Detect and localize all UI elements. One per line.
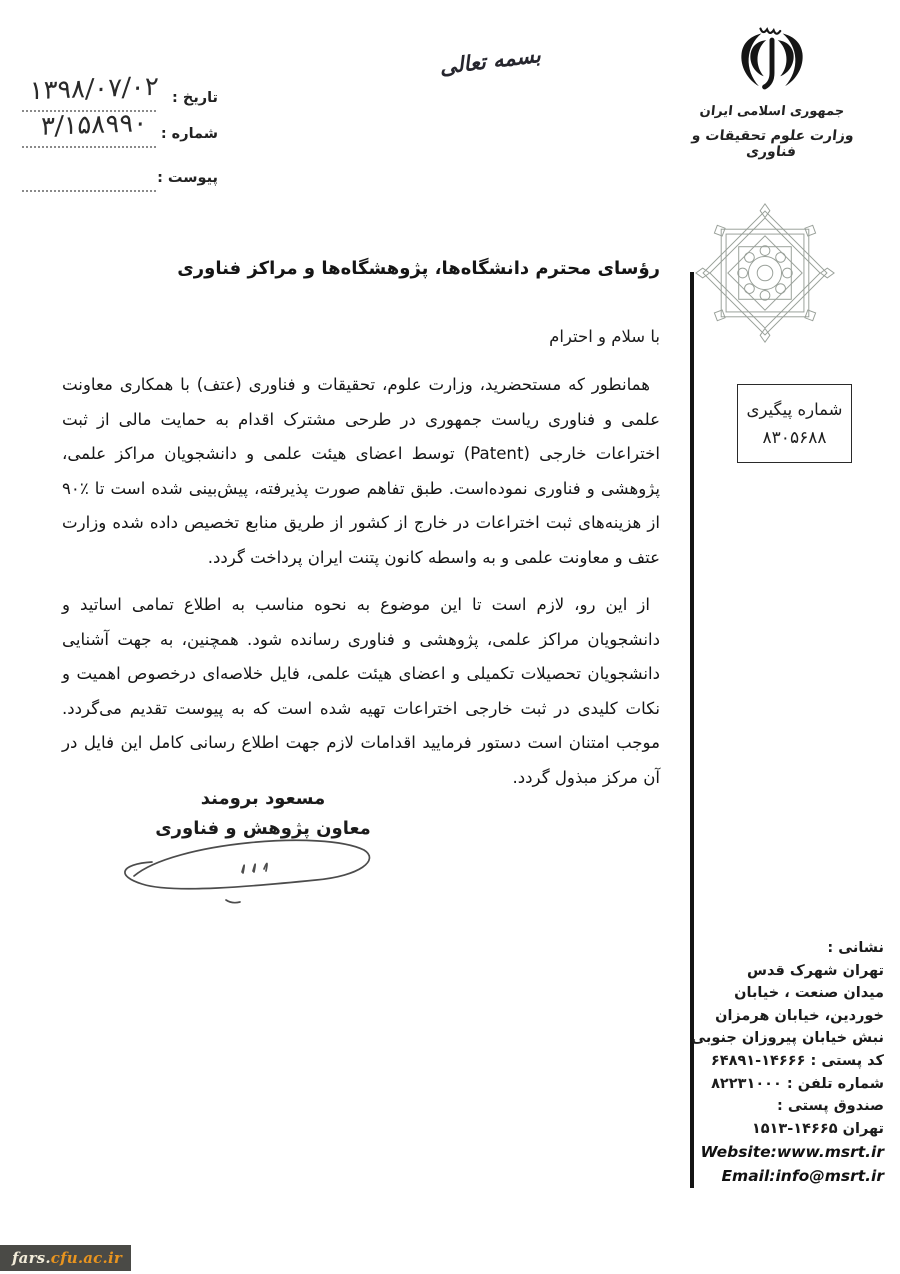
address-line: خوردین، خیابان هرمزان xyxy=(715,1007,884,1024)
attachment-label: پیوست : xyxy=(157,170,218,186)
letter-paragraphs xyxy=(62,368,660,795)
attachment-dotted-line xyxy=(22,190,156,192)
tracking-number-box xyxy=(737,384,852,463)
letter-meta-block xyxy=(18,71,218,194)
tracking-value: ۸۳۰۵۶۸۸ xyxy=(762,427,827,448)
signatory-title: معاون پژوهش و فناوری xyxy=(155,818,371,839)
watermark-prefix: fars. xyxy=(12,1249,51,1267)
number-value: ۳/۱۵۸۹۹۰ xyxy=(40,108,148,142)
republic-title: جمهوری اسلامی ایران xyxy=(698,104,846,119)
date-value: ۱۳۹۸/۰۷/۰۲ xyxy=(28,71,160,107)
email-line: Email:info@msrt.ir xyxy=(721,1167,884,1186)
besmele-calligraphy: بسمه تعالی xyxy=(438,41,542,80)
site-watermark xyxy=(0,1245,131,1271)
government-header xyxy=(672,22,872,160)
ministry-title: وزارت علوم تحقیقات و فناوری xyxy=(691,128,855,160)
signatory-name: مسعود برومند xyxy=(200,788,326,809)
postal-code-line: کد پستی : ۱۴۶۶۶-۶۴۸۹۱ xyxy=(710,1052,884,1069)
ornament-medallion xyxy=(692,200,838,350)
address-line: تهران شهرک قدس xyxy=(746,962,884,979)
phone-line: شماره تلفن : ۸۲۲۳۱۰۰۰ xyxy=(711,1075,884,1092)
iran-emblem-icon xyxy=(739,22,805,100)
number-dotted-line xyxy=(22,146,156,148)
signature-block xyxy=(118,788,408,839)
watermark-suffix: cfu.ac.ir xyxy=(50,1249,122,1267)
website-line: Website:www.msrt.ir xyxy=(700,1143,884,1162)
attachment-row xyxy=(18,158,218,194)
address-line: نبش خیابان پیروزان جنوبی xyxy=(691,1030,884,1047)
footer-address-block xyxy=(634,937,884,1188)
handwritten-signature xyxy=(106,814,416,913)
pobox-value-line: تهران ۱۴۶۶۵-۱۵۱۳ xyxy=(751,1120,884,1137)
address-line: نشانی : xyxy=(827,940,884,956)
paragraph-1: همانطور که مستحضرید، وزارت علوم، تحقیقات و فناوری (عتف) با همکاری معاونت علمی و فناوری ریاست جمهوری در طرحی مشترک اقدام به حمایت مالی از ثبت اختراعات خارجی (Patent) توسط اعضای هیئت علمی و دانشجویان مراکز علمی، پژوهشی و فناوری نموده‌است. طبق تفاهم صورت پذیرفته، پیش‌بینی شده است تا ٪۹۰ از هزینه‌های ثبت اختراعات در خارج از کشور از طریق منابع تخصیص داده شده وزارت عتف و معاونت علمی و به واسطه کانون پتنت ایران پرداخت گردد. xyxy=(62,375,660,567)
pobox-label-line: صندوق پستی : xyxy=(777,1098,884,1115)
paragraph-2: از این رو، لازم است تا این موضوع به نحوه مناسب به اطلاع تمامی اساتید و دانشجویان مراکز علمی، پژوهشی و فناوری رسانده شود. همچنین، به جهت آشنایی دانشجویان تحصیلات تکمیلی و اعضای هیئت علمی، فایل خلاصه‌ای درخصوص اهمیت و نکات کلیدی در ثبت خارجی اختراعات تهیه شده است که به پیوست تقدیم می‌گردد. موجب امتنان است دستور فرمایید اقدامات لازم جهت اطلاع رسانی کامل این فایل در آن مرکز مبذول گردد. xyxy=(62,595,660,787)
number-row xyxy=(18,108,218,150)
address-line: میدان صنعت ، خیابان xyxy=(734,985,884,1002)
recipient-heading: رؤسای محترم دانشگاه‌ها، پژوهشگاه‌ها و مراکز فناوری xyxy=(177,258,660,279)
date-label: تاریخ : xyxy=(172,90,218,106)
salutation: با سلام و احترام xyxy=(549,327,660,346)
number-label: شماره : xyxy=(160,126,218,142)
tracking-label: شماره پیگیری xyxy=(746,399,843,419)
